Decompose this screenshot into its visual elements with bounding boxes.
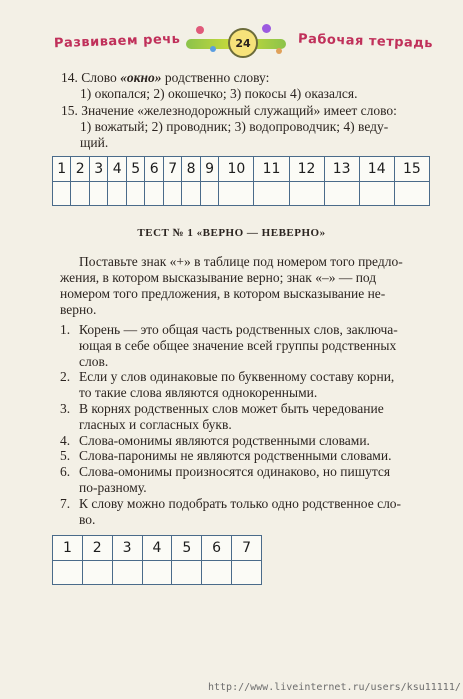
test-item-text: К слову можно подобрать только одно родственное сло- xyxy=(79,496,402,511)
question-keyword: «окно» xyxy=(120,70,162,85)
test-item-number: 6. xyxy=(60,464,71,479)
test-item-text: слов. xyxy=(79,354,109,369)
grid-answer-cell[interactable] xyxy=(82,561,112,585)
question-lead: Слово xyxy=(81,70,121,85)
test-intro-line: номером того предложения, в котором высказывание не- xyxy=(60,286,386,301)
grid-answer-cell[interactable] xyxy=(182,182,200,206)
question-15-answers-cont: щий. xyxy=(80,135,109,150)
grid-header-cell: 2 xyxy=(82,536,112,561)
grid-answer-cell[interactable] xyxy=(289,182,324,206)
grid-header-cell: 6 xyxy=(202,536,232,561)
grid-answer-cell[interactable] xyxy=(324,182,359,206)
grid-header-cell: 15 xyxy=(394,157,429,182)
grid-answer-cell[interactable] xyxy=(254,182,289,206)
watermark-url: http://www.liveinternet.ru/users/ksu11111/ xyxy=(208,682,461,693)
grid-answer-cell[interactable] xyxy=(126,182,144,206)
decor-dot xyxy=(276,48,282,54)
grid-answer-cell[interactable] xyxy=(200,182,218,206)
grid-header-cell: 14 xyxy=(359,157,394,182)
test-intro-line: верно. xyxy=(60,302,97,317)
grid-answer-cell[interactable] xyxy=(89,182,107,206)
grid-header-cell: 12 xyxy=(289,157,324,182)
grid-header-cell: 1 xyxy=(53,157,71,182)
grid-answer-cell[interactable] xyxy=(53,561,83,585)
test-item-text: гласных и согласных букв. xyxy=(79,417,232,432)
test-title: ТЕСТ № 1 «ВЕРНО — НЕВЕРНО» xyxy=(137,227,326,239)
answer-grid-2 xyxy=(52,535,262,585)
page-number-badge: 24 xyxy=(228,28,258,58)
test-item-text: по-разному. xyxy=(79,480,147,495)
decor-dot xyxy=(262,24,271,33)
grid-answer-cell[interactable] xyxy=(359,182,394,206)
grid-header-cell: 6 xyxy=(145,157,163,182)
question-number: 14. xyxy=(61,70,78,85)
question-14 xyxy=(61,70,269,86)
test-item-text: Слова-омонимы являются родственными словами. xyxy=(79,433,370,448)
grid-answer-cell[interactable] xyxy=(394,182,429,206)
grid-answer-cell[interactable] xyxy=(219,182,254,206)
grid-header-cell: 7 xyxy=(163,157,181,182)
test-item-text: ющая в себе общее значение всей группы родственных xyxy=(79,338,397,353)
test-item-number: 1. xyxy=(60,322,71,337)
grid-answer-cell[interactable] xyxy=(202,561,232,585)
grid-answer-cell[interactable] xyxy=(53,182,71,206)
test-item-text: то такие слова являются однокоренными. xyxy=(79,385,318,400)
grid-answer-cell[interactable] xyxy=(112,561,142,585)
grid-header-cell: 3 xyxy=(89,157,107,182)
page-header xyxy=(0,28,463,64)
grid-header-cell: 10 xyxy=(219,157,254,182)
grid-header-cell: 3 xyxy=(112,536,142,561)
grid-header-cell: 7 xyxy=(232,536,262,561)
test-item-text: В корнях родственных слов может быть чередование xyxy=(79,401,384,416)
grid-answer-cell[interactable] xyxy=(163,182,181,206)
test-item-text: во. xyxy=(79,512,96,527)
grid-header-cell: 11 xyxy=(254,157,289,182)
grid-answer-cell[interactable] xyxy=(108,182,126,206)
grid-header-cell: 13 xyxy=(324,157,359,182)
header-left-title: Развиваем речь xyxy=(53,31,181,52)
grid-header-cell: 4 xyxy=(142,536,172,561)
question-14-answers: 1) окопался; 2) окошечко; 3) покосы 4) оказался. xyxy=(80,86,358,101)
grid-header-cell: 4 xyxy=(108,157,126,182)
question-tail: родственно слову: xyxy=(161,70,270,85)
grid-header-cell: 5 xyxy=(126,157,144,182)
test-item-number: 4. xyxy=(60,433,71,448)
grid-answer-cell[interactable] xyxy=(172,561,202,585)
grid-header-cell: 1 xyxy=(53,536,83,561)
grid-answer-cell[interactable] xyxy=(142,561,172,585)
answer-grid-1 xyxy=(52,156,430,206)
test-item-number: 5. xyxy=(60,448,71,463)
question-15 xyxy=(61,103,397,119)
grid-answer-cell[interactable] xyxy=(232,561,262,585)
question-15-answers: 1) вожатый; 2) проводник; 3) водопроводчик; 4) веду- xyxy=(80,119,389,134)
grid-header-cell: 9 xyxy=(200,157,218,182)
decor-dot xyxy=(196,26,204,34)
test-item-text: Если у слов одинаковые по буквенному составу корни, xyxy=(79,369,395,384)
test-item-text: Слова-паронимы не являются родственными словами. xyxy=(79,448,392,463)
grid-header-cell: 5 xyxy=(172,536,202,561)
test-intro-line: Поставьте знак «+» в таблице под номером того предло- xyxy=(79,254,403,269)
test-item-number: 3. xyxy=(60,401,71,416)
grid-answer-cell[interactable] xyxy=(145,182,163,206)
test-item-text: Слова-омонимы произносятся одинаково, но пишутся xyxy=(79,464,391,479)
header-right-title: Рабочая тетрадь xyxy=(297,31,434,52)
grid-header-cell: 2 xyxy=(71,157,89,182)
grid-answer-cell[interactable] xyxy=(71,182,89,206)
decor-dot xyxy=(210,46,216,52)
question-number: 15. xyxy=(61,103,78,118)
test-item-text: Корень — это общая часть родственных слов, заключа- xyxy=(79,322,398,337)
test-item-number: 7. xyxy=(60,496,71,511)
test-item-number: 2. xyxy=(60,369,71,384)
question-text: Значение «железнодорожный служащий» имеет слово: xyxy=(81,103,397,118)
grid-header-cell: 8 xyxy=(182,157,200,182)
test-intro-line: жения, в котором высказывание верно; знак «–» — под xyxy=(60,270,377,285)
